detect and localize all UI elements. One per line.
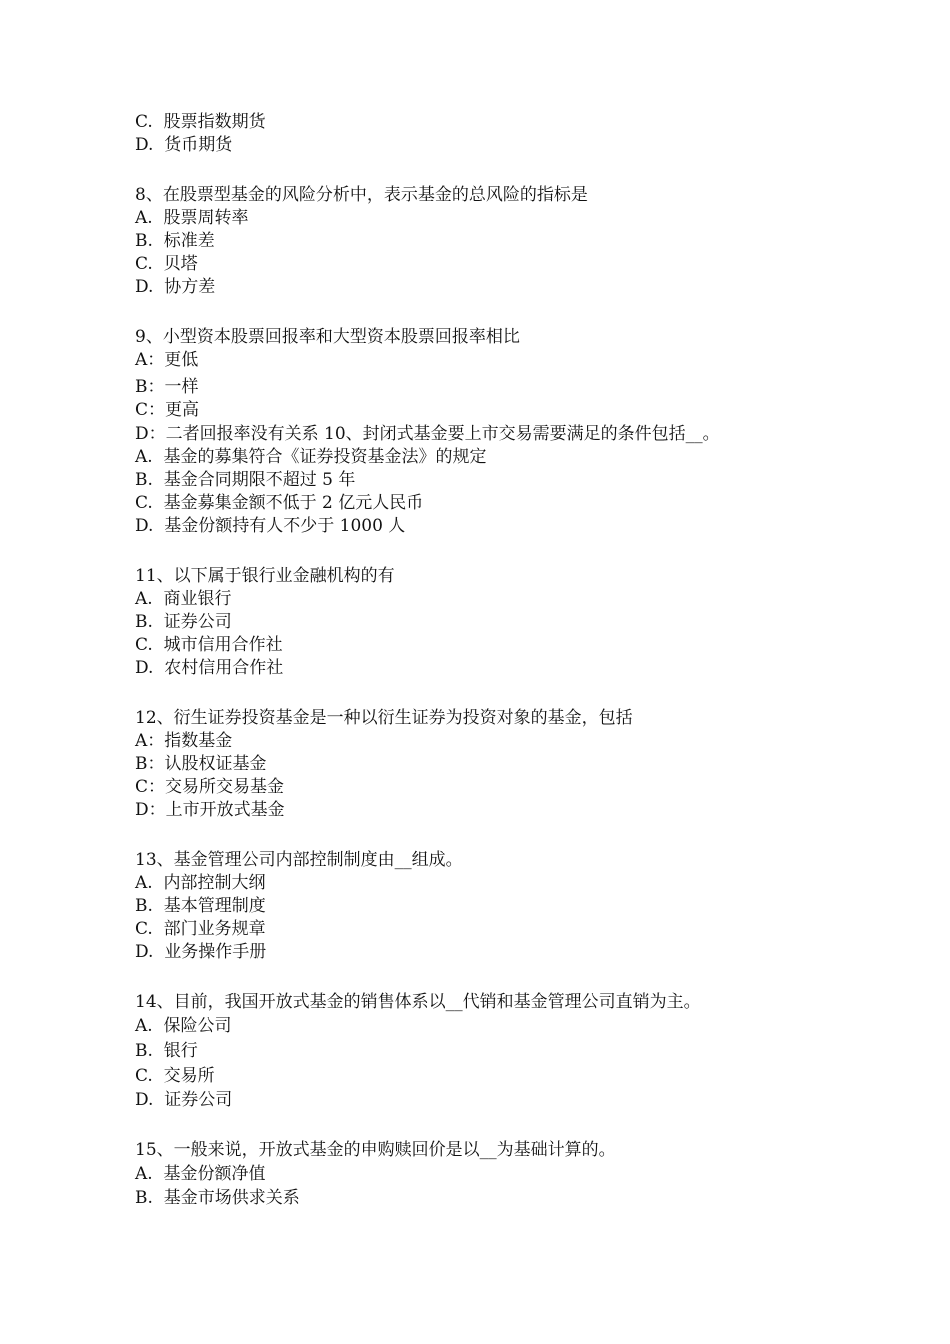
option-14b: B. 银行 [135,1041,198,1061]
option-10b: B. 基金合同期限不超过 5 年 [135,470,356,490]
option-14c: C. 交易所 [135,1066,215,1086]
option-10d: D. 基金份额持有人不少于 1000 人 [135,516,406,536]
option-10c: C. 基金募集金额不低于 2 亿元人民币 [135,493,424,513]
option-7c: C. 股票指数期货 [135,112,266,132]
question-8: 8、在股票型基金的风险分析中，表示基金的总风险的指标是 [135,185,588,205]
option-12a: A：指数基金 [135,731,233,751]
option-8d: D. 协方差 [135,277,216,297]
option-11b: B. 证券公司 [135,612,232,632]
option-11a: A. 商业银行 [135,589,232,609]
option-13c: C. 部门业务规章 [135,919,266,939]
option-8c: C. 贝塔 [135,254,198,274]
option-9d-question-10: D：二者回报率没有关系 10、封闭式基金要上市交易需要满足的条件包括__。 [135,424,720,444]
option-9b: B：一样 [135,377,199,397]
question-15: 15、一般来说，开放式基金的申购赎回价是以__为基础计算的。 [135,1140,616,1160]
option-11c: C. 城市信用合作社 [135,635,283,655]
option-11d: D. 农村信用合作社 [135,658,284,678]
option-9c: C：更高 [135,400,200,420]
option-12c: C：交易所交易基金 [135,777,285,797]
question-11: 11、以下属于银行业金融机构的有 [135,566,395,586]
option-8b: B. 标准差 [135,231,215,251]
option-12b: B：认股权证基金 [135,754,267,774]
option-13a: A. 内部控制大纲 [135,873,266,893]
option-14a: A. 保险公司 [135,1016,232,1036]
question-14: 14、目前，我国开放式基金的销售体系以__代销和基金管理公司直销为主。 [135,992,701,1012]
option-9a: A：更低 [135,350,199,370]
option-8a: A. 股票周转率 [135,208,249,228]
option-10a: A. 基金的募集符合《证券投资基金法》的规定 [135,447,487,467]
question-12: 12、衍生证券投资基金是一种以衍生证券为投资对象的基金，包括 [135,708,633,728]
question-9: 9、小型资本股票回报率和大型资本股票回报率相比 [135,327,520,347]
option-14d: D. 证券公司 [135,1090,233,1110]
option-12d: D：上市开放式基金 [135,800,285,820]
option-15b: B. 基金市场供求关系 [135,1188,300,1208]
option-13b: B. 基本管理制度 [135,896,266,916]
option-7d: D. 货币期货 [135,135,233,155]
question-13: 13、基金管理公司内部控制制度由__组成。 [135,850,463,870]
option-15a: A. 基金份额净值 [135,1164,266,1184]
option-13d: D. 业务操作手册 [135,942,267,962]
